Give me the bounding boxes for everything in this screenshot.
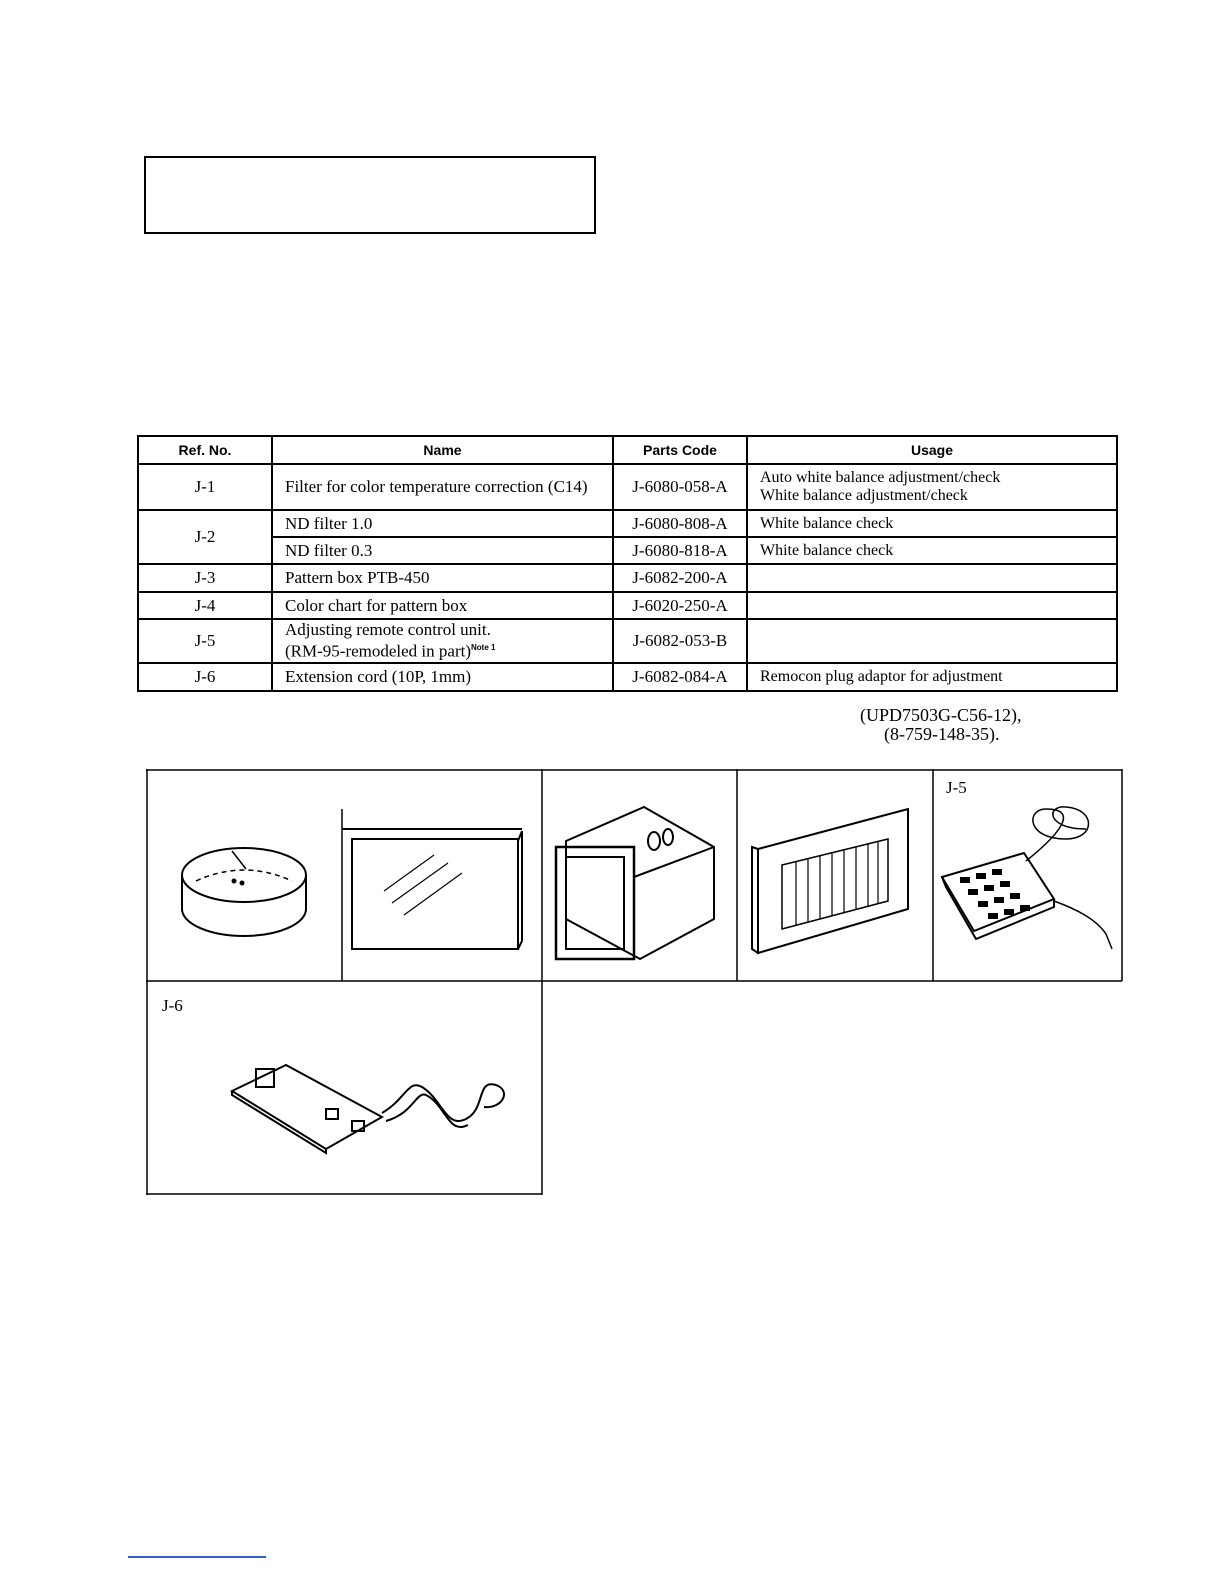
header-box [144, 156, 596, 234]
note-line-1: (UPD7503G-C56-12), [860, 705, 1022, 725]
header-name: Name [272, 436, 613, 464]
name-cell: ND filter 1.0 [272, 510, 613, 537]
name-cell: Filter for color temperature correction (C14) [272, 464, 613, 510]
figure-label-j5: J-5 [946, 778, 967, 797]
code-cell: J-6080-818-A [613, 537, 747, 564]
table-row [138, 464, 1117, 510]
header-ref-no: Ref. No. [138, 436, 272, 464]
name-cell: Pattern box PTB-450 [272, 564, 613, 592]
pattern-box-icon [556, 807, 714, 959]
extension-cord-icon [232, 1065, 504, 1153]
table-row [138, 564, 1117, 592]
code-cell: J-6020-250-A [613, 592, 747, 619]
usage-line: Auto white balance adjustment/check [760, 469, 1001, 486]
nd-filter-icon [342, 829, 522, 949]
code-cell: J-6080-808-A [613, 510, 747, 537]
table-row [138, 510, 1117, 537]
code-cell: J-6082-053-B [613, 619, 747, 663]
usage-cell: White balance check [747, 537, 1117, 564]
color-filter-icon [182, 848, 306, 936]
usage-cell: Remocon plug adaptor for adjustment [747, 663, 1117, 691]
usage-cell [747, 464, 1117, 510]
code-cell: J-6082-084-A [613, 663, 747, 691]
note-line-2: (8-759-148-35). [884, 724, 1000, 744]
table-row [138, 619, 1117, 663]
name-cell: ND filter 0.3 [272, 537, 613, 564]
ref-cell: J-2 [138, 510, 272, 564]
name-line: Adjusting remote control unit. [285, 620, 491, 640]
footer-rule [128, 1556, 266, 1558]
name-line-text: (RM-95-remodeled in part) [285, 641, 471, 661]
usage-line: White balance adjustment/check [760, 487, 968, 504]
table-row [138, 592, 1117, 619]
usage-cell [747, 619, 1117, 663]
figure-label-j6: J-6 [162, 996, 183, 1015]
note-superscript: Note 1 [471, 643, 496, 653]
ref-cell: J-1 [138, 464, 272, 510]
table-row [138, 537, 1117, 564]
header-parts-code: Parts Code [613, 436, 747, 464]
usage-cell: White balance check [747, 510, 1117, 537]
tools-figure-grid [146, 769, 1126, 1199]
name-cell: Color chart for pattern box [272, 592, 613, 619]
usage-cell [747, 564, 1117, 592]
name-line [285, 639, 600, 661]
code-cell: J-6080-058-A [613, 464, 747, 510]
table-header-row [138, 436, 1117, 464]
ref-cell: J-4 [138, 592, 272, 619]
ref-cell: J-6 [138, 663, 272, 691]
name-cell: Extension cord (10P, 1mm) [272, 663, 613, 691]
remote-control-icon [942, 807, 1112, 949]
code-cell: J-6082-200-A [613, 564, 747, 592]
name-cell [272, 619, 613, 663]
usage-cell [747, 592, 1117, 619]
header-usage: Usage [747, 436, 1117, 464]
table-row [138, 663, 1117, 691]
ref-cell: J-3 [138, 564, 272, 592]
color-chart-icon [752, 809, 908, 953]
ref-cell: J-5 [138, 619, 272, 663]
parts-table [137, 435, 1118, 692]
